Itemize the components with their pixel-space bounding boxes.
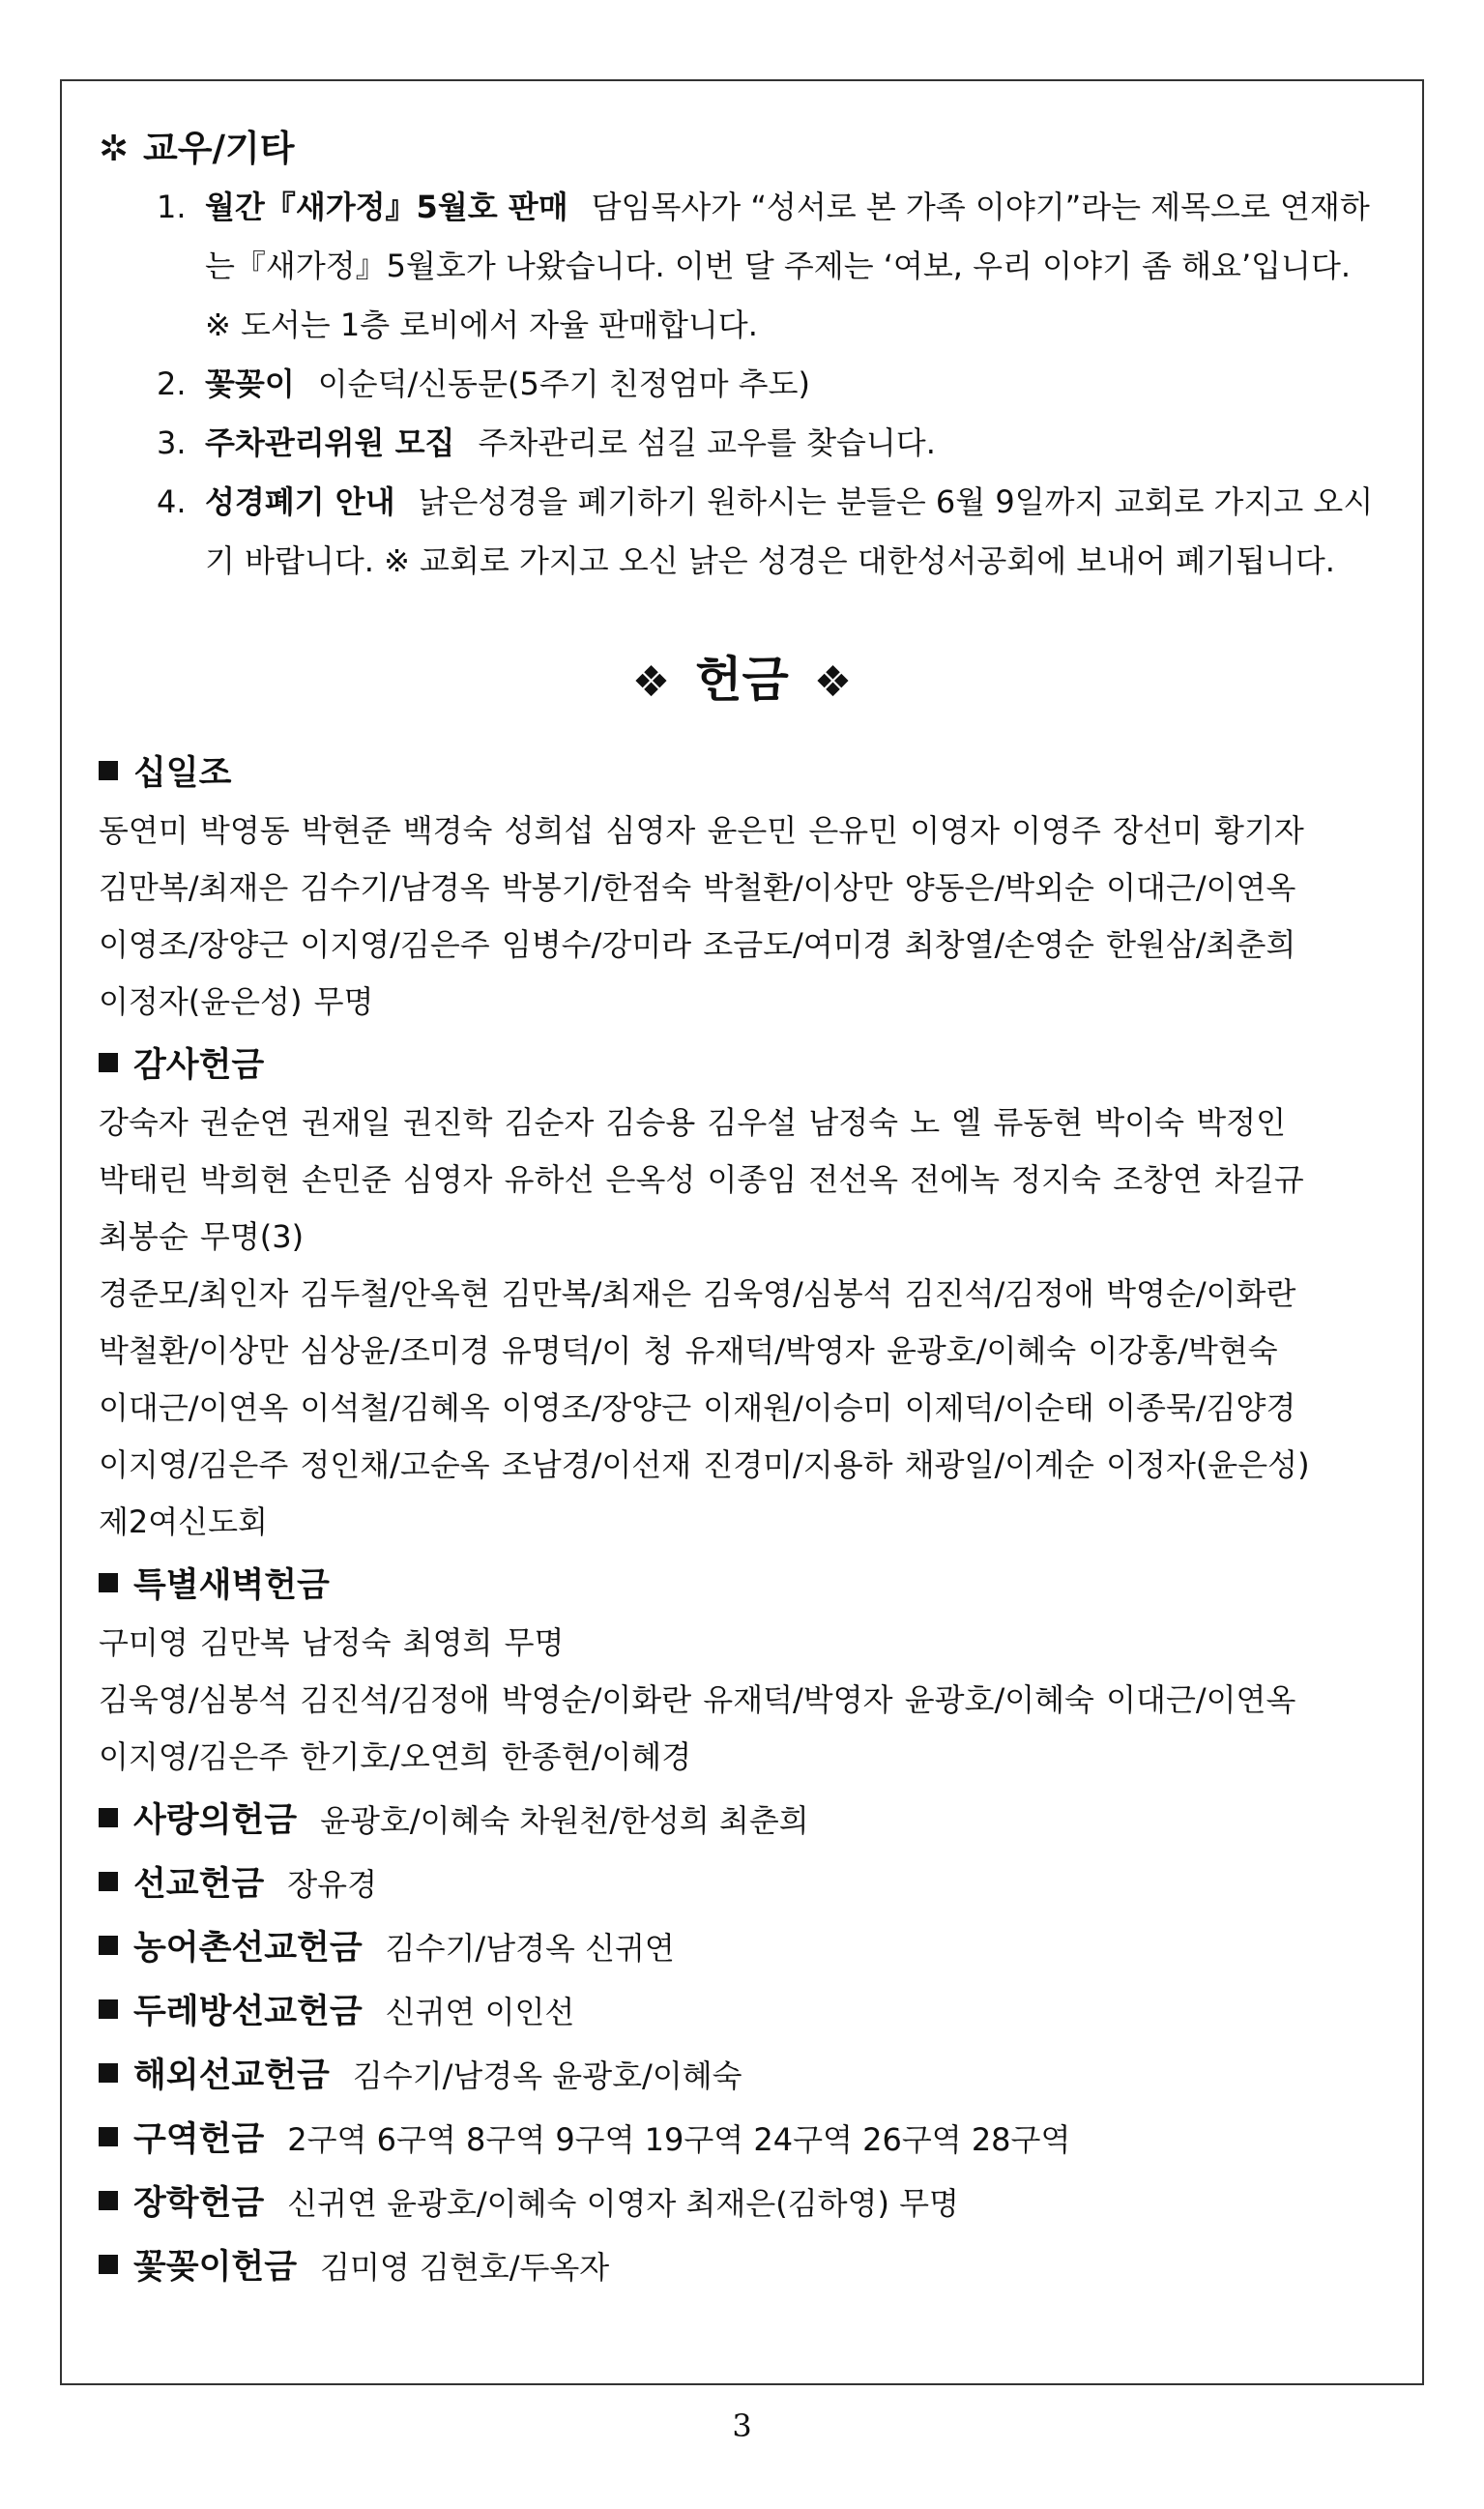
notice-item-2 [99, 355, 1385, 414]
name-line: 제2여신도회 [99, 1503, 268, 1540]
page-number: 3 [732, 2407, 752, 2444]
notice-heading: 꽃꽂이 [205, 365, 295, 402]
notice-text: 담임목사가 “성서로 본 가족 이야기”라는 제목으로 연재하는『새가정』5월호가 나왔습니다. 이번 달 주제는 ‘여보, 우리 이야기 좀 해요’입니다. [205, 189, 1370, 284]
category-tithe [99, 744, 1385, 802]
notice-number: 1. [157, 189, 187, 225]
category-label: 두레방선교헌금 [133, 1993, 363, 2031]
category-label: 장학헌금 [133, 2184, 265, 2223]
category-scholarship [99, 2174, 1385, 2232]
offering-heading [99, 641, 1385, 721]
square-bullet-icon [99, 1808, 118, 1827]
square-bullet-icon [99, 1573, 118, 1592]
category-label: 농어촌선교헌금 [133, 1929, 363, 1968]
notice-heading: 월간『새가정』5월호 판매 [205, 189, 568, 225]
offering-title: 헌금 [695, 652, 789, 708]
category-names: 윤광호/이혜숙 차원천/한성희 최춘희 [320, 1802, 809, 1839]
notices-title: 교우/기타 [143, 128, 295, 169]
category-names: 김수기/남경옥 윤광호/이혜숙 [352, 2057, 742, 2094]
name-line: 이지영/김은주 정인채/고순옥 조남경/이선재 진경미/지용하 채광일/이계순 이정자(윤은성) [99, 1446, 1310, 1483]
category-durebang-mission [99, 1983, 1385, 2041]
square-bullet-icon [99, 1872, 118, 1891]
diamond-cluster-icon: ❖ [631, 657, 671, 707]
square-bullet-icon [99, 1936, 118, 1955]
category-names: 신귀연 윤광호/이혜숙 이영자 최재은(김하영) 무명 [287, 2185, 959, 2222]
notice-heading: 성경폐기 안내 [205, 483, 395, 520]
category-label: 선교헌금 [133, 1865, 265, 1904]
category-names: 신귀연 이인선 [385, 1994, 575, 2030]
category-label: 구역헌금 [133, 2120, 265, 2159]
content [99, 120, 1385, 2296]
category-names: 2구역 6구역 8구역 9구역 19구역 24구역 26구역 28구역 [287, 2121, 1071, 2158]
square-bullet-icon [99, 2191, 118, 2210]
name-line: 이대근/이연옥 이석철/김혜옥 이영조/장양근 이재원/이승미 이제덕/이순태 이종묵/김양경 [99, 1389, 1296, 1426]
category-mission [99, 1855, 1385, 1913]
category-label: 십일조 [133, 754, 232, 793]
notice-number: 2. [157, 365, 187, 402]
square-bullet-icon [99, 761, 118, 780]
notice-heading: 주차관리위원 모집 [205, 424, 455, 461]
category-label: 사랑의헌금 [133, 1801, 298, 1840]
square-bullet-icon [99, 2255, 118, 2274]
notice-text: 낡은성경을 폐기하기 원하시는 분들은 6월 9일까지 교회로 가지고 오시기 바랍니다. ※ 교회로 가지고 오신 낡은 성경은 대한성서공회에 보내어 폐기됩니다. [205, 483, 1374, 579]
name-line: 구미영 김만복 남정숙 최영희 무명 [99, 1624, 565, 1661]
name-line: 이지영/김은주 한기호/오연희 한종현/이혜경 [99, 1738, 692, 1775]
category-label: 해외선교헌금 [133, 2057, 330, 2095]
name-line: 박태린 박희현 손민준 심영자 유하선 은옥성 이종임 전선옥 전에녹 정지숙 조창연 차길규 [99, 1161, 1304, 1198]
category-label: 꽃꽂이헌금 [133, 2248, 298, 2287]
name-line: 박철환/이상만 심상윤/조미경 유명덕/이 청 유재덕/박영자 윤광호/이혜숙 이강홍/박현숙 [99, 1332, 1278, 1369]
name-line: 김만복/최재은 김수기/남경옥 박봉기/한점숙 박철환/이상만 양동은/박외순 이대근/이연옥 [99, 869, 1296, 906]
category-rural-mission [99, 1919, 1385, 1977]
category-names: 김수기/남경옥 신귀연 [385, 1930, 675, 1967]
name-line: 강숙자 권순연 권재일 권진학 김순자 김승용 김우설 남정숙 노 엘 류동현 박이숙 박정인 [99, 1104, 1286, 1141]
asterisk-flower-icon: ✲ [99, 128, 130, 169]
category-label: 감사헌금 [133, 1046, 265, 1085]
category-names: 김미영 김현호/두옥자 [320, 2249, 610, 2286]
name-line: 경준모/최인자 김두철/안옥현 김만복/최재은 김욱영/심봉석 김진석/김정애 박영순/이화란 [99, 1275, 1296, 1312]
category-district [99, 2111, 1385, 2169]
name-line: 동연미 박영동 박현준 백경숙 성희섭 심영자 윤은민 은유민 이영자 이영주 장선미 황기자 [99, 812, 1304, 849]
page-frame [60, 79, 1424, 2385]
category-label: 특별새벽헌금 [133, 1566, 330, 1605]
square-bullet-icon [99, 1053, 118, 1072]
category-flower [99, 2238, 1385, 2296]
notice-note: ※ 도서는 1층 로비에서 자율 판매합니다. [205, 306, 758, 343]
name-line: 이영조/장양근 이지영/김은주 임병수/강미라 조금도/여미경 최창열/손영순 한원삼/최춘희 [99, 926, 1296, 963]
square-bullet-icon [99, 2127, 118, 2146]
notice-number: 4. [157, 483, 187, 520]
notice-item-1 [99, 178, 1385, 296]
notice-item-3 [99, 414, 1385, 473]
category-love [99, 1792, 1385, 1850]
notice-text: 주차관리로 섬길 교우를 찾습니다. [478, 424, 936, 461]
square-bullet-icon [99, 1999, 118, 2019]
notice-item-4 [99, 473, 1385, 591]
name-line: 최봉순 무명(3) [99, 1218, 305, 1255]
category-names: 장유경 [287, 1866, 377, 1903]
category-thanks [99, 1036, 1385, 1094]
square-bullet-icon [99, 2063, 118, 2083]
name-line: 김욱영/심봉석 김진석/김정애 박영순/이화란 유재덕/박영자 윤광호/이혜숙 이대근/이연옥 [99, 1681, 1296, 1718]
diamond-cluster-icon: ❖ [813, 657, 853, 707]
name-line: 이정자(윤은성) 무명 [99, 983, 374, 1020]
notice-text: 이순덕/신동문(5주기 친정엄마 추도) [317, 365, 810, 402]
notices-heading [99, 120, 1385, 178]
category-overseas-mission [99, 2047, 1385, 2105]
category-special-dawn [99, 1557, 1385, 1615]
notice-number: 3. [157, 424, 187, 461]
